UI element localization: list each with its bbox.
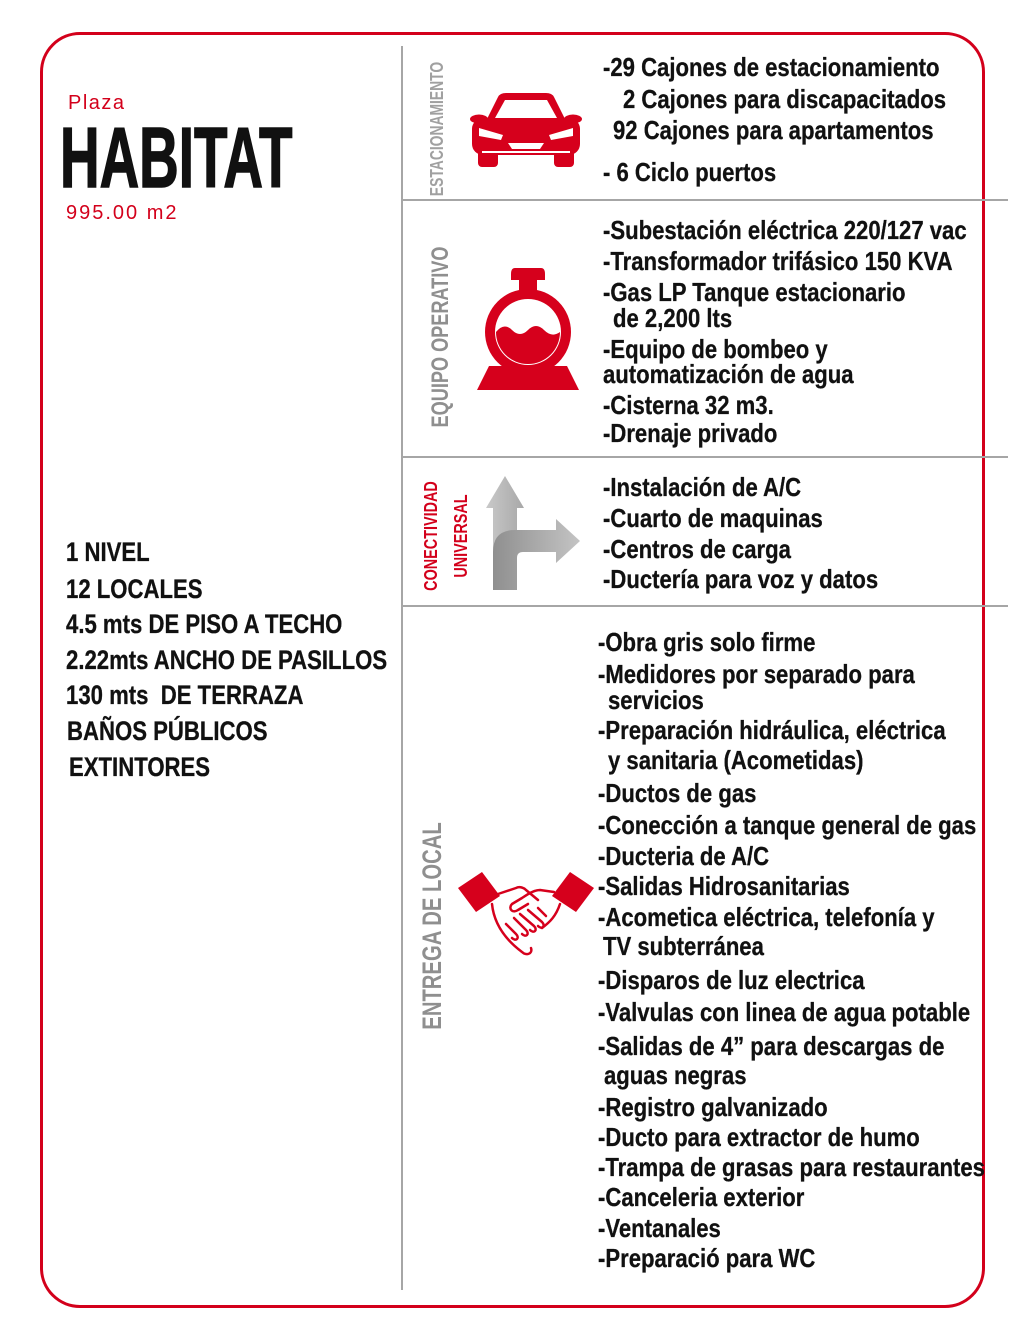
delivery-item: -Obra gris solo firme xyxy=(598,627,816,657)
delivery-item: -Conección a tanque general de gas xyxy=(598,810,977,840)
feature-item: EXTINTORES xyxy=(69,752,211,782)
delivery-item: -Medidores por separado para xyxy=(598,659,915,689)
page-title: HABITAT xyxy=(60,111,293,206)
delivery-item: -Ducteria de A/C xyxy=(598,841,770,871)
equipment-item: -Gas LP Tanque estacionario xyxy=(603,277,906,307)
section-divider xyxy=(402,605,1008,607)
gas-tank-icon xyxy=(475,268,581,390)
section-divider xyxy=(402,199,1008,201)
equipment-item: -Transformador trifásico 150 KVA xyxy=(603,246,953,276)
delivery-item: -Valvulas con linea de agua potable xyxy=(598,997,971,1027)
delivery-item: -Preparació para WC xyxy=(598,1243,816,1273)
delivery-item: y sanitaria (Acometidas) xyxy=(608,745,864,775)
delivery-item: -Trampa de grasas para restaurantes xyxy=(598,1152,985,1182)
section-label-equipment: EQUIPO OPERATIVO xyxy=(427,246,454,428)
feature-item: 12 LOCALES xyxy=(66,574,203,604)
section-label-connectivity-line1: CONECTIVIDAD xyxy=(421,481,441,591)
parking-item: -29 Cajones de estacionamiento xyxy=(603,52,940,82)
parking-item: - 6 Ciclo puertos xyxy=(603,157,777,187)
area-value: 995.00 m2 xyxy=(66,202,179,224)
connectivity-item: -Instalación de A/C xyxy=(603,472,802,502)
delivery-item: -Acometica eléctrica, telefonía y xyxy=(598,902,935,932)
equipment-item: -Cisterna 32 m3. xyxy=(603,390,774,420)
feature-item: 1 NIVEL xyxy=(66,537,150,567)
delivery-item: -Preparación hidráulica, eléctrica xyxy=(598,715,946,745)
turn-arrow-icon xyxy=(486,476,582,590)
delivery-item: servicios xyxy=(608,685,704,715)
equipment-item: automatización de agua xyxy=(603,359,854,389)
title-prefix: Plaza xyxy=(68,92,126,114)
feature-item: 130 mts DE TERRAZA xyxy=(66,680,304,710)
delivery-item: -Ductos de gas xyxy=(598,778,757,808)
delivery-item: aguas negras xyxy=(604,1060,747,1090)
feature-item: BAÑOS PÚBLICOS xyxy=(67,716,268,746)
car-icon xyxy=(468,93,584,169)
delivery-item: -Registro galvanizado xyxy=(598,1092,828,1122)
handshake-icon xyxy=(454,868,598,962)
section-label-connectivity-line2: UNIVERSAL xyxy=(451,494,471,578)
connectivity-item: -Ductería para voz y datos xyxy=(603,564,879,594)
equipment-item: -Subestación eléctrica 220/127 vac xyxy=(603,215,967,245)
delivery-item: -Disparos de luz electrica xyxy=(598,965,865,995)
delivery-item: TV subterránea xyxy=(603,931,764,961)
equipment-item: -Equipo de bombeo y xyxy=(603,334,828,364)
column-divider xyxy=(401,46,403,1290)
delivery-item: -Salidas de 4” para descargas de xyxy=(598,1031,945,1061)
delivery-item: -Ducto para extractor de humo xyxy=(598,1122,920,1152)
connectivity-item: -Cuarto de maquinas xyxy=(603,503,823,533)
connectivity-item: -Centros de carga xyxy=(603,534,791,564)
section-label-parking: ESTACIONAMIENTO xyxy=(427,61,447,197)
delivery-item: -Ventanales xyxy=(598,1213,721,1243)
section-label-delivery: ENTREGA DE LOCAL xyxy=(417,822,447,1030)
parking-item: 92 Cajones para apartamentos xyxy=(613,115,934,145)
parking-item: 2 Cajones para discapacitados xyxy=(623,84,947,114)
equipment-item: de 2,200 lts xyxy=(613,303,733,333)
feature-item: 4.5 mts DE PISO A TECHO xyxy=(66,609,343,639)
delivery-item: -Canceleria exterior xyxy=(598,1182,805,1212)
equipment-item: -Drenaje privado xyxy=(603,418,778,448)
section-divider xyxy=(402,456,1008,458)
delivery-item: -Salidas Hidrosanitarias xyxy=(598,871,850,901)
feature-item: 2.22mts ANCHO DE PASILLOS xyxy=(66,645,388,675)
